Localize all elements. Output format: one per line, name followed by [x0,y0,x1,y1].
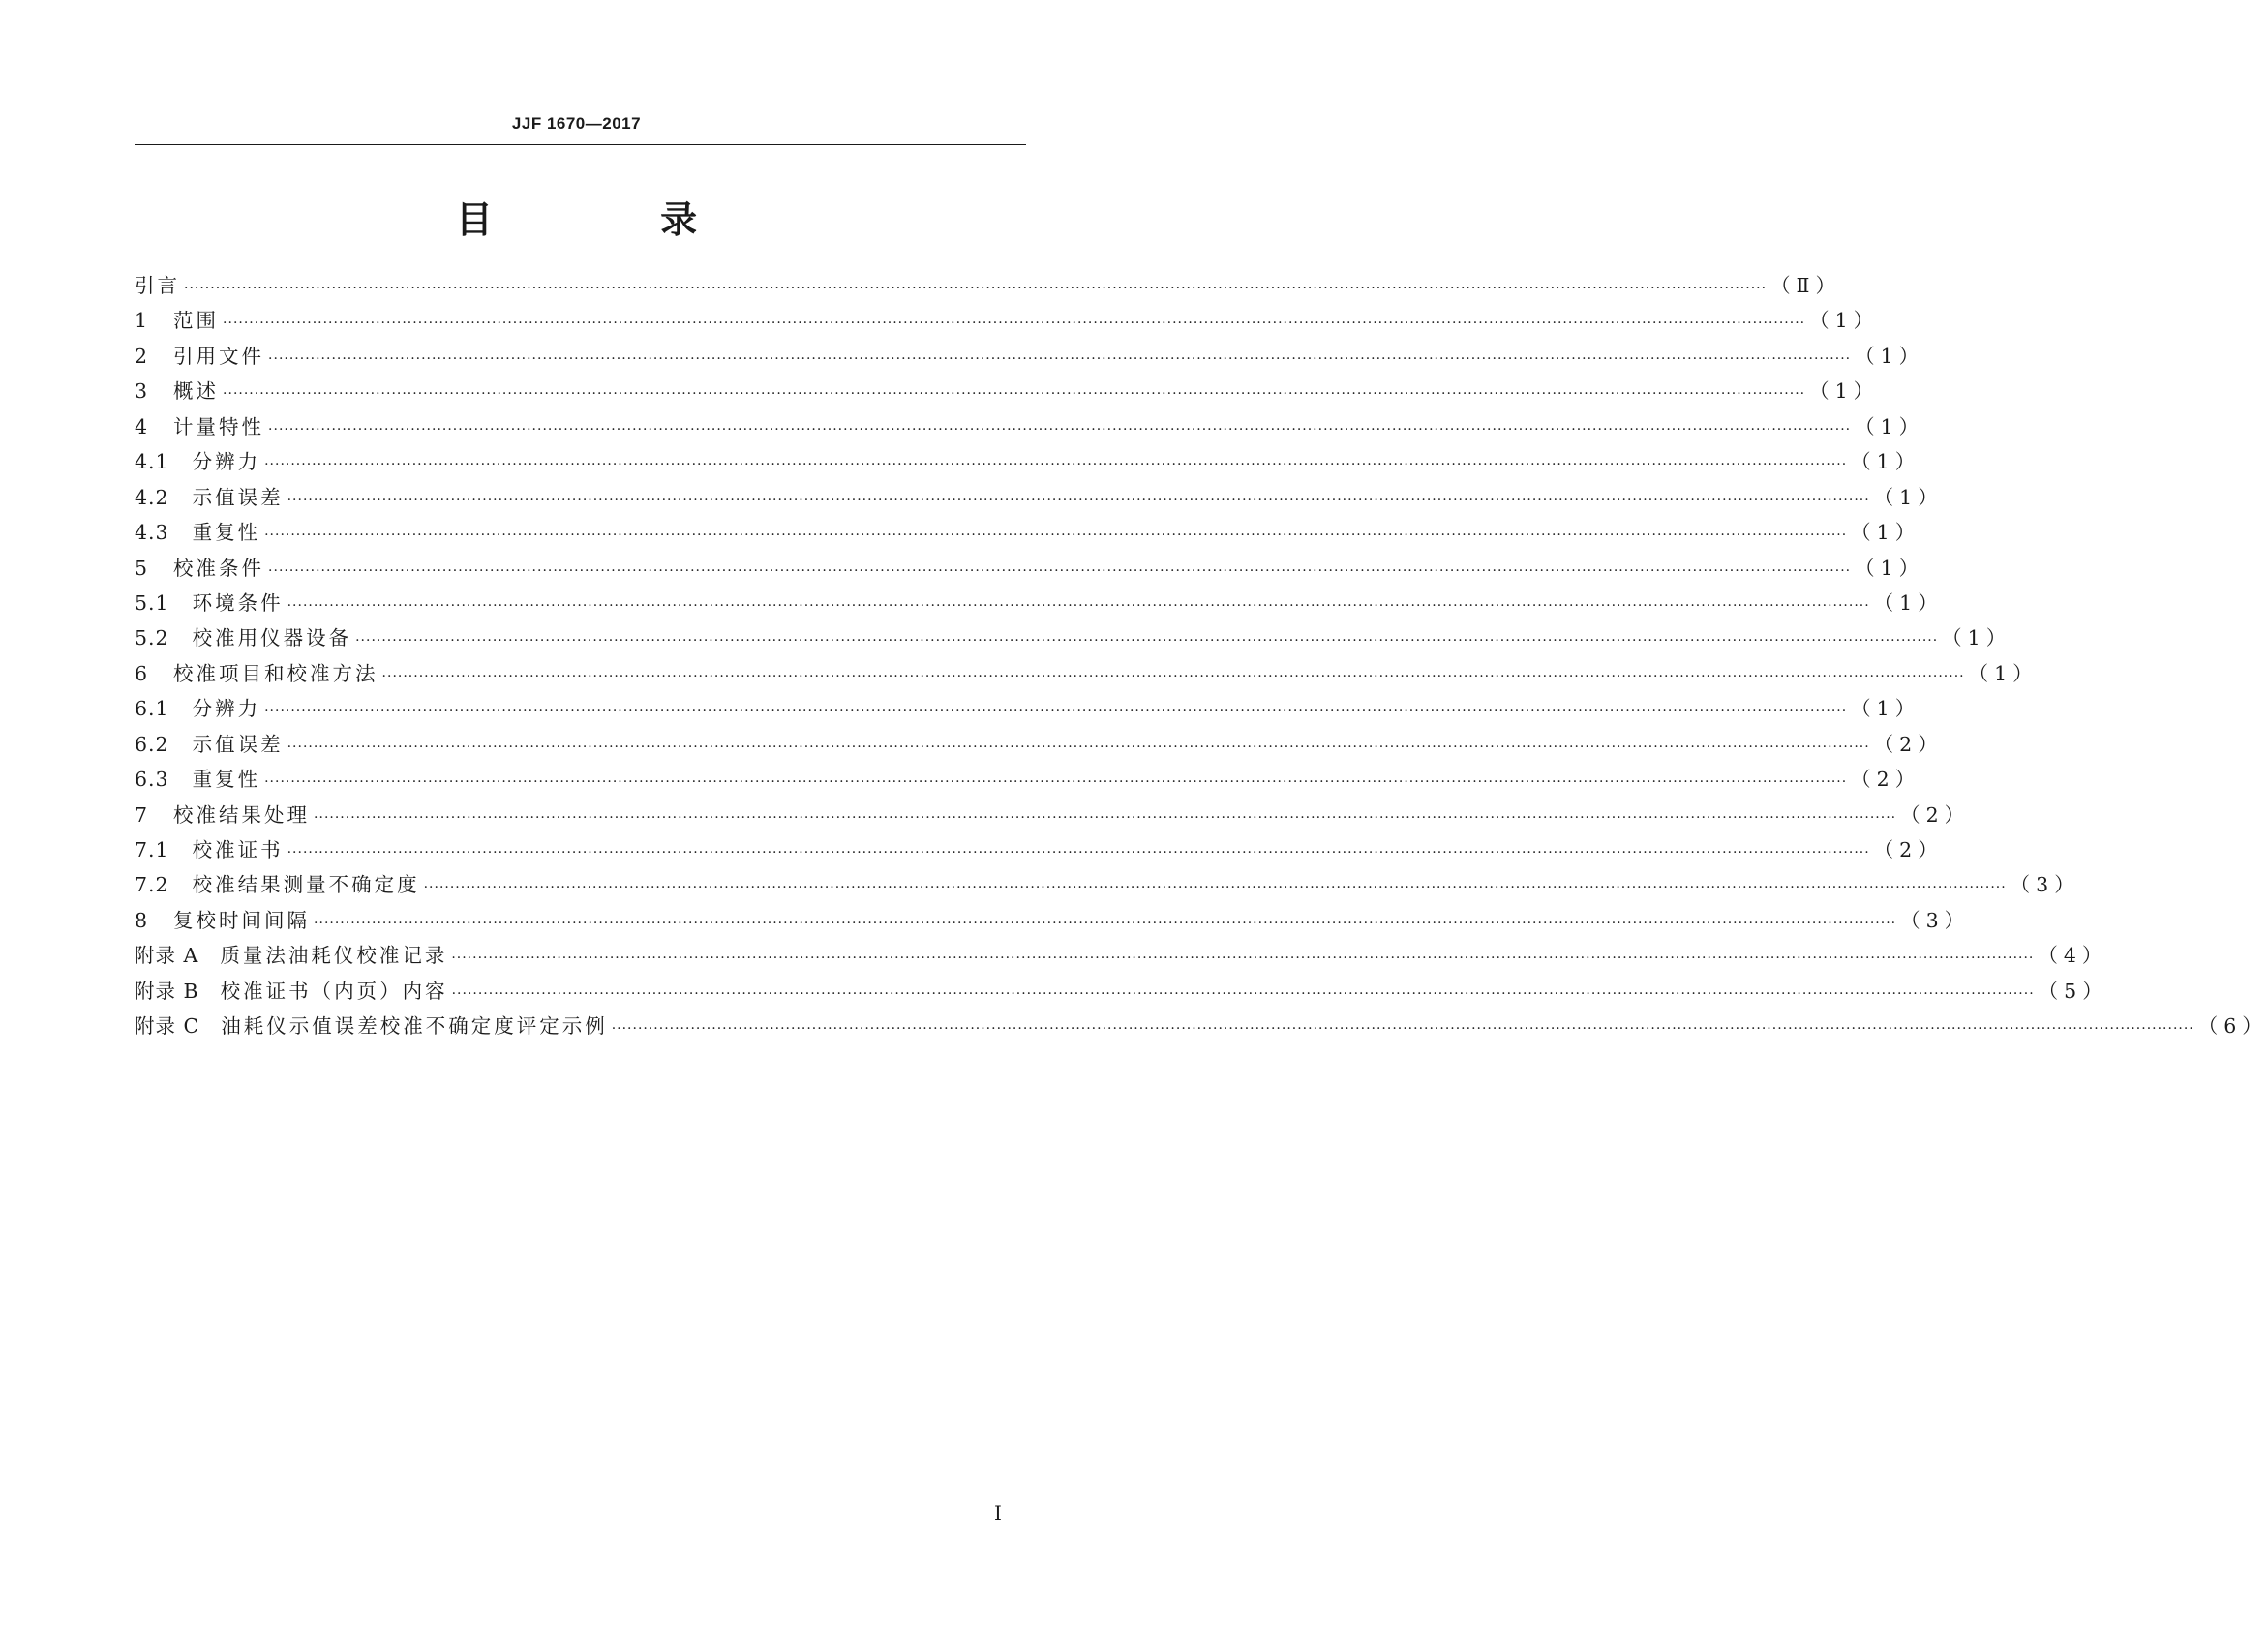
toc-entry[interactable] [135,587,1944,621]
toc-entry-label: 校准证书（内页）内容 [220,979,448,1003]
toc-entry-page: （1） [1851,697,1921,721]
toc-entry-page: （4） [2038,944,2108,968]
document-code: JJF 1670—2017 [511,114,642,133]
toc-dot-leader: ············································································································································································································································································································ [451,985,2035,1002]
toc-entry-page: （1） [1873,590,1944,615]
toc-entry-label: 校准项目和校准方法 [173,661,378,685]
toc-entry-page: （1） [1851,521,1921,545]
toc-entry-number: 3 [135,379,149,404]
toc-dot-leader: ············································································································································································································································································································ [264,528,1848,544]
toc-dot-leader: ············································································································································································································································································································ [264,457,1848,473]
page-number: Ⅰ [994,1501,1002,1524]
toc-entry-number: 4 [135,414,149,438]
toc-entry[interactable] [135,445,1921,480]
toc-dot-leader: ············································································································································································································································································································ [223,386,1806,403]
toc-entry-page: （1） [1855,344,1925,368]
toc-dot-leader: ············································································································································································································································································································ [268,562,1852,579]
toc-entry-label: 概述 [173,379,220,404]
toc-entry[interactable] [135,975,2108,1010]
toc-entry[interactable] [135,904,1971,939]
toc-entry[interactable] [135,516,1921,551]
toc-entry[interactable] [135,868,2080,903]
toc-dot-leader: ············································································································································································································································································································ [314,915,1897,931]
toc-entry-page: （1） [1968,661,2039,685]
toc-entry-label: 校准用仪器设备 [192,626,352,650]
toc-entry-page: （1） [1809,379,1880,404]
toc-entry-label: 范围 [173,309,220,333]
toc-entry-number: 6.2 [135,732,169,756]
toc-entry[interactable] [135,799,1971,833]
toc-entry-number: 4.1 [135,450,169,474]
toc-entry[interactable] [135,304,1880,339]
toc-dot-leader: ············································································································································································································································································································ [314,809,1897,826]
toc-entry-label: 质量法油耗仪校准记录 [220,944,448,968]
toc-dot-leader: ············································································································································································································································································································ [223,316,1806,332]
toc-entry-number: 4.2 [135,485,169,509]
table-of-contents [135,269,2268,1045]
toc-dot-leader: ············································································································································································································································································································ [264,774,1848,791]
toc-entry-number: 5 [135,556,149,580]
toc-entry-number: 附录 A [135,944,199,968]
toc-entry-label: 校准条件 [173,556,265,580]
toc-entry-page: （6） [2197,1014,2268,1039]
toc-entry-label: 校准证书 [192,838,284,861]
toc-entry-number: 2 [135,344,149,368]
toc-dot-leader: ············································································································································································································································································································ [423,880,2007,896]
toc-entry-label: 油耗仪示值误差校准不确定度评定示例 [221,1014,608,1039]
toc-entry-page: （2） [1873,838,1944,861]
toc-entry-page: （2） [1851,768,1921,792]
toc-dot-leader: ············································································································································································································································································································ [287,492,1870,508]
page-title: 目 录 [455,198,775,241]
toc-entry[interactable] [135,269,1841,304]
toc-entry-number: 5.1 [135,590,169,615]
toc-dot-leader: ············································································································································································································································································································ [268,350,1852,367]
toc-entry-number: 5.2 [135,626,169,650]
toc-dot-leader: ············································································································································································································································································································ [451,951,2035,967]
toc-entry-page: （2） [1900,802,1971,827]
toc-dot-leader: ············································································································································································································································································································ [381,668,1965,684]
toc-entry-page: （Ⅱ） [1770,274,1841,297]
toc-entry-label: 校准结果处理 [173,802,311,827]
toc-entry-label: 校准结果测量不确定度 [192,873,420,897]
toc-entry-page: （3） [2010,873,2080,897]
toc-entry-label: 分辨力 [192,450,261,474]
toc-entry[interactable] [135,692,1921,727]
toc-entry-label: 复校时间间隔 [173,908,311,932]
toc-entry[interactable] [135,552,1925,587]
toc-entry-page: （1） [1942,626,2012,650]
toc-entry-number: 6.3 [135,768,169,792]
toc-entry-page: （1） [1851,450,1921,474]
toc-entry[interactable] [135,1010,2268,1044]
toc-entry-page: （1） [1873,485,1944,509]
toc-entry-number: 6 [135,661,149,685]
toc-entry-page: （3） [1900,908,1971,932]
toc-entry-number: 4.3 [135,521,169,545]
toc-entry-label: 分辨力 [192,697,261,721]
toc-entry-number: 8 [135,908,149,932]
toc-entry[interactable] [135,657,2039,692]
toc-dot-leader: ············································································································································································································································································································ [287,597,1870,614]
toc-entry[interactable] [135,763,1921,798]
toc-entry-label: 环境条件 [192,590,284,615]
toc-dot-leader: ············································································································································································································································································································ [184,281,1768,296]
toc-entry-page: （1） [1855,414,1925,438]
toc-entry-number: 附录 C [135,1014,200,1039]
toc-entry[interactable] [135,340,1925,375]
toc-entry[interactable] [135,833,1944,868]
toc-entry[interactable] [135,939,2108,974]
toc-entry[interactable] [135,621,2012,656]
toc-entry[interactable] [135,728,1944,763]
toc-entry-label: 引言 [135,274,180,297]
toc-dot-leader: ············································································································································································································································································································ [268,421,1852,438]
toc-entry-label: 计量特性 [173,414,265,438]
toc-entry-page: （1） [1809,309,1880,333]
toc-entry-label: 示值误差 [192,732,284,756]
toc-entry-number: 1 [135,309,149,333]
toc-entry-number: 7.2 [135,873,169,897]
toc-entry[interactable] [135,375,1880,409]
toc-dot-leader: ············································································································································································································································································································ [287,739,1870,755]
toc-dot-leader: ············································································································································································································································································································ [355,633,1939,649]
toc-dot-leader: ············································································································································································································································································································ [264,704,1848,720]
toc-entry-label: 重复性 [192,521,261,545]
toc-dot-leader: ············································································································································································································································································································ [611,1021,2194,1038]
header-rule [135,144,1026,145]
toc-entry-page: （1） [1855,556,1925,580]
toc-entry[interactable] [135,410,1925,445]
toc-entry-number: 7 [135,802,149,827]
toc-entry-number: 附录 B [135,979,199,1003]
toc-entry-page: （5） [2038,979,2108,1003]
toc-entry-number: 6.1 [135,697,169,721]
toc-entry-label: 示值误差 [192,485,284,509]
toc-entry-label: 重复性 [192,768,261,792]
toc-dot-leader: ············································································································································································································································································································ [287,845,1870,860]
toc-entry[interactable] [135,481,1944,516]
toc-entry-page: （2） [1873,732,1944,756]
toc-entry-number: 7.1 [135,838,169,861]
toc-entry-label: 引用文件 [173,344,265,368]
